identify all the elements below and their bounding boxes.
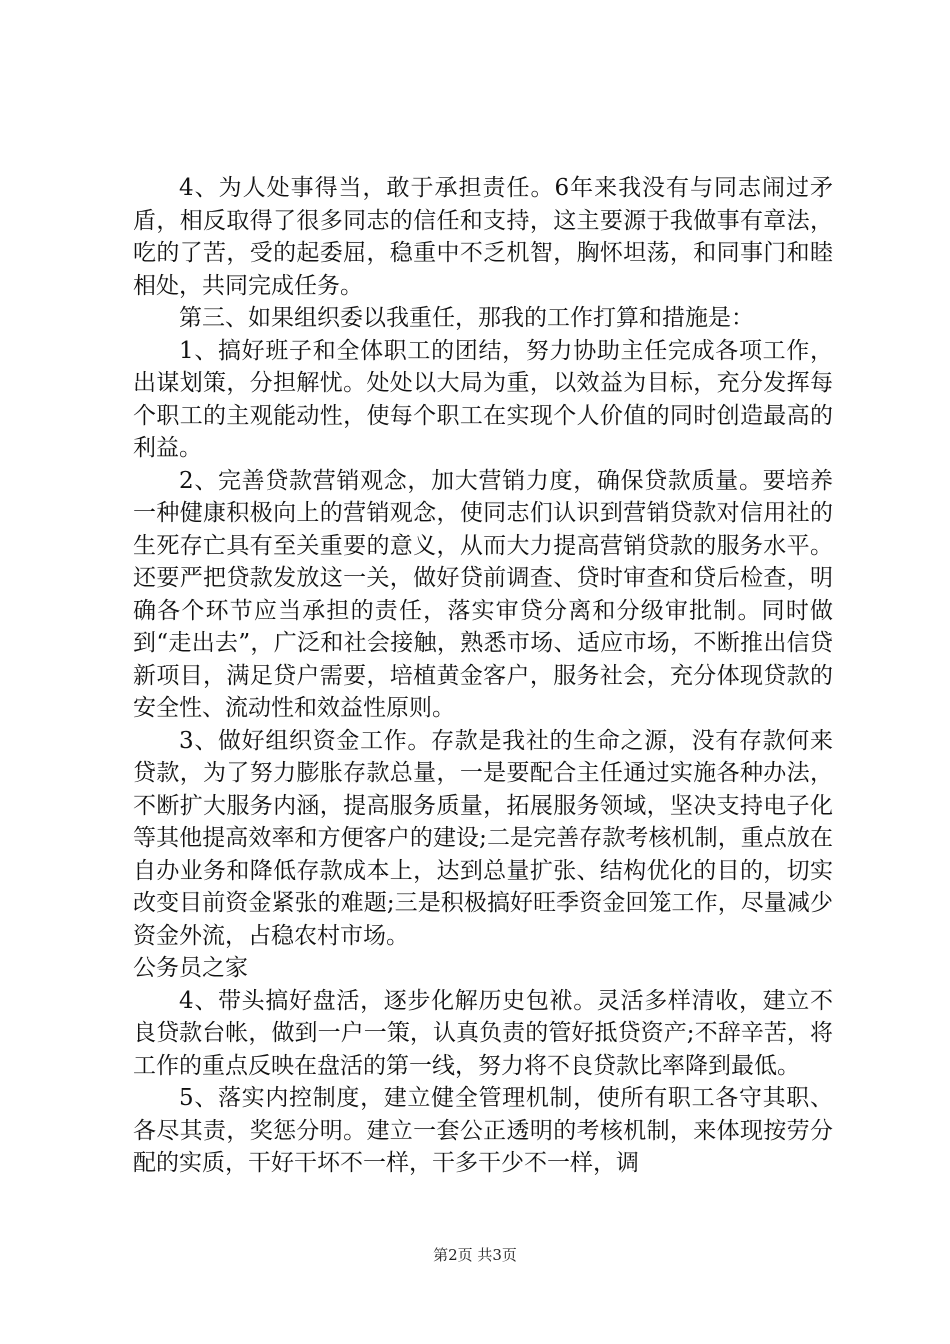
paragraph-item-4-recovery: 4、带头搞好盘活，逐步化解历史包袱。灵活多样清收，建立不良贷款台帐，做到一户一策，认真负责的管好抵贷资产;不辞辛苦，将工作的重点反映在盘活的第一线，努力将不良贷款比率降到最低。 — [133, 987, 833, 1079]
document-body — [133, 172, 833, 1180]
paragraph-item-2-loan-marketing: 2、完善贷款营销观念，加大营销力度，确保贷款质量。要培养一种健康积极向上的营销观念，使同志们认识到营销贷款对信用社的生死存亡具有至关重要的意义，从而大力提高营销贷款的服务水平。还要严把贷款发放这一关，做好贷前调查、贷时审查和贷后检查，明确各个环节应当承担的责任，落实审贷分离和分级审批制。同时做到“走出去”，广泛和社会接触，熟悉市场、适应市场，不断推出信贷新项目，满足贷户需要，培植黄金客户，服务社会，充分体现贷款的安全性、流动性和效益性原则。 — [133, 467, 833, 721]
paragraph-item-1-unity: 1、搞好班子和全体职工的团结，努力协助主任完成各项工作，出谋划策，分担解忧。处处以大局为重，以效益为目标，充分发挥每个职工的主观能动性，使每个职工在实现个人价值的同时创造最高的利益。 — [133, 337, 833, 461]
paragraph-item-3-funds: 3、做好组织资金工作。存款是我社的生命之源，没有存款何来贷款，为了努力膨胀存款总量，一是要配合主任通过实施各种办法，不断扩大服务内涵，提高服务质量，拓展服务领域，坚决支持电子化等其他提高效率和方便客户的建设;二是完善存款考核机制，重点放在自办业务和降低存款成本上，达到总量扩张、结构优化的目的，切实改变目前资金紧张的难题;三是积极搞好旺季资金回笼工作，尽量减少资金外流，占稳农村市场。 — [133, 727, 833, 949]
page-footer: 第2页 共3页 — [433, 1246, 517, 1264]
paragraph-item-5-internal-control: 5、落实内控制度，建立健全管理机制，使所有职工各守其职、各尽其责，奖惩分明。建立一套公正透明的考核机制，来体现按劳分配的实质，干好干坏不一样，干多干少不一样，调 — [133, 1085, 833, 1176]
paragraph-section-three: 第三、如果组织委以我重任，那我的工作打算和措施是： — [179, 305, 754, 331]
paragraph-item-4-conduct: 4、为人处事得当，敢于承担责任。6年来我没有与同志闹过矛盾，相反取得了很多同志的信任和支持，这主要源于我做事有章法，吃的了苦，受的起委屈，稳重中不乏机智，胸怀坦荡，和同事门和睦相处，共同完成任务。 — [133, 175, 833, 299]
paragraph-watermark-text: 公务员之家 — [133, 955, 248, 981]
